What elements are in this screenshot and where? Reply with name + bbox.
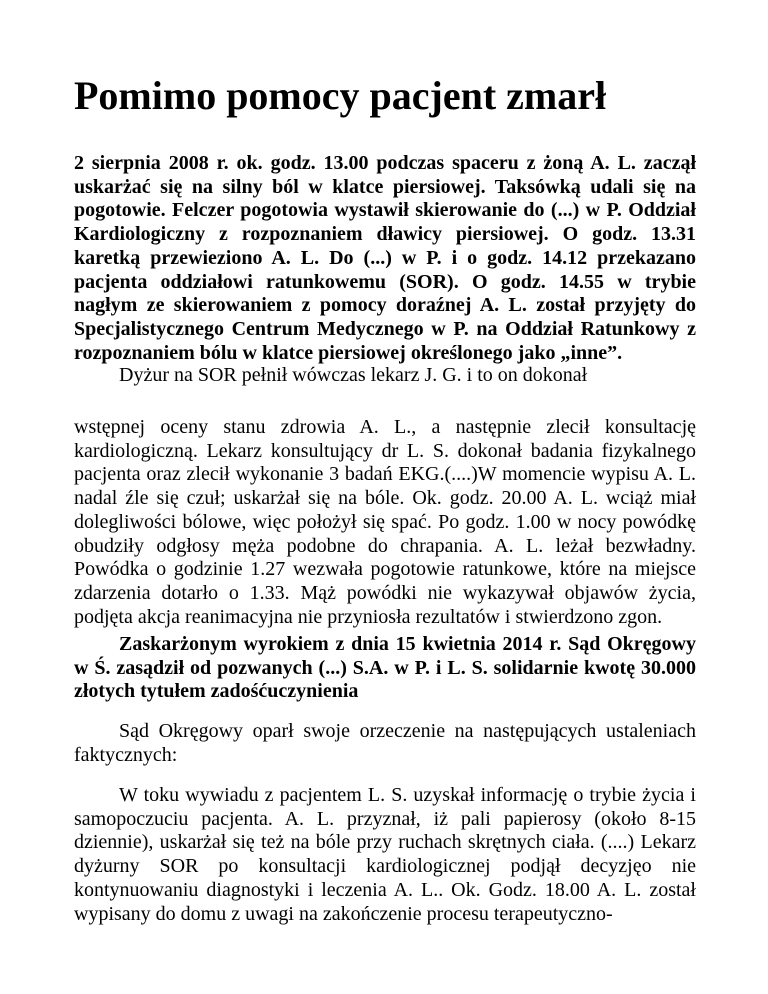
paragraph-treatment-and-death: wstępnej oceny stanu zdrowia A. L., a następnie zlecił konsultację kardiologiczną. Lekarz konsultujący dr L. S. dokonał badania fizykalnego pacjenta oraz zlecił wykonanie 3 badań EKG.(....)W momencie wypisu A. L. nadal źle się czuł; uskarżał się na bóle. Ok. godz. 20.00 A. L. wciąż miał dolegliwości bólowe, więc położył się spać. Po godz. 1.00 w nocy powódkę obudziły odgłosy męża podobne do chrapania. A. L. leżał bezwładny. Powódka o godzinie 1.27 wezwała pogotowie ratunkowe, które na miejsce zdarzenia dotarło o 1.33. Mąż powódki nie wykazywał objawów życia, podjęta akcja reanimacyjna nie przyniosła rezultatów i stwierdzono zgon. <box>74 416 696 628</box>
paragraph-court-judgment: Zaskarżonym wyrokiem z dnia 15 kwietnia 2014 r. Sąd Okręgowy w Ś. zasądził od pozwanych (...) S.A. w P. i L. S. solidarnie kwotę 30.000 złotych tytułem zadośćuczynienia <box>74 633 696 703</box>
paragraph-duty-doctor: Dyżur na SOR pełnił wówczas lekarz J. G. i to on dokonał <box>119 364 588 386</box>
document-title: Pomimo pomocy pacjent zmarł <box>74 73 607 118</box>
paragraph-patient-interview: W toku wywiadu z pacjentem L. S. uzyskał informację o trybie życia i samopoczuciu pacjenta. A. L. przyznał, iż pali papierosy (około 8-15 dziennie), uskarżał się też na bóle przy ruchach skrętnych ciała. (....) Lekarz dyżurny SOR po konsultacji kardiologicznej podjął decyzjęo nie kontynuowaniu diagnostyki i leczenia A. L.. Ok. Godz. 18.00 A. L. został wypisany do domu z uwagi na zakończenie procesu terapeutyczno- <box>74 784 696 925</box>
paragraph-court-findings-intro: Sąd Okręgowy oparł swoje orzeczenie na następujących ustaleniach faktycznych: <box>74 720 696 766</box>
paragraph-incident-summary: 2 sierpnia 2008 r. ok. godz. 13.00 podczas spaceru z żoną A. L. zaczął uskarżać się na silny ból w klatce piersiowej. Taksówką udali się na pogotowie. Felczer pogotowia wystawił skierowanie do (...) w P. Oddział Kardiologiczny z rozpoznaniem dławicy piersiowej. O godz. 13.31 karetką przewieziono A. L. Do (...) w P. i o godz. 14.12 przekazano pacjenta oddziałowi ratunkowemu (SOR). O godz. 14.55 w trybie nagłym ze skierowaniem z pomocy doraźnej A. L. został przyjęty do Specjalistycznego Centrum Medycznego w P. na Oddział Ratunkowy z rozpoznaniem bólu w klatce piersiowej określonego jako „inne”. <box>74 152 696 364</box>
